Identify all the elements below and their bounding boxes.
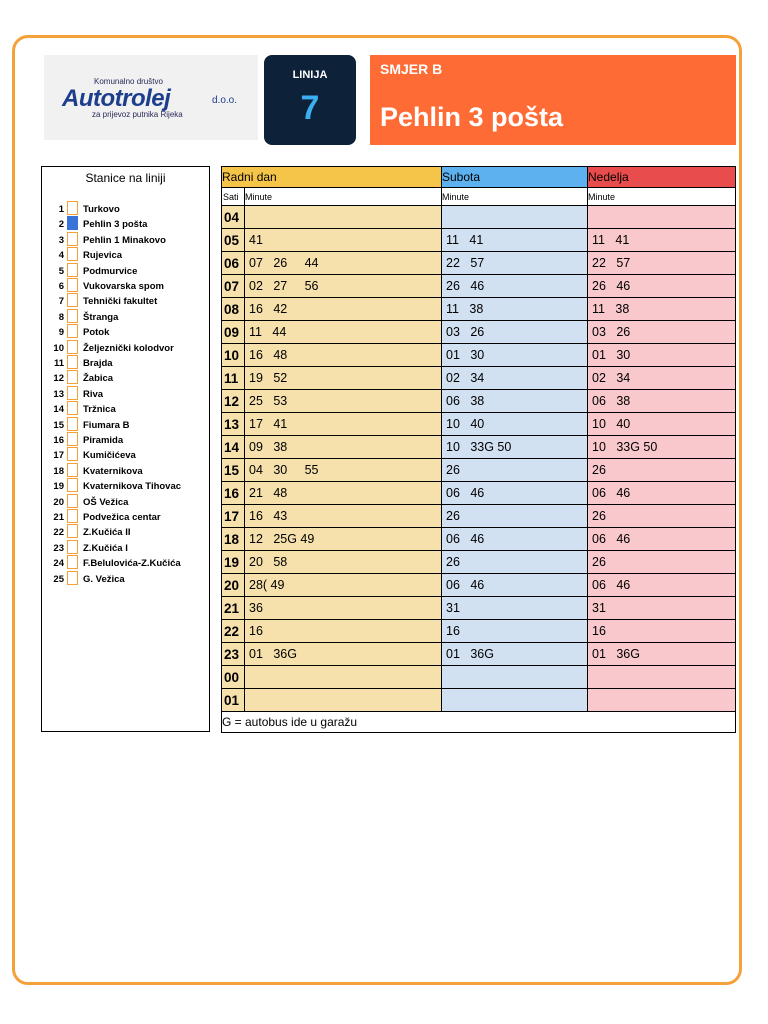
- timetable-row: [222, 298, 736, 321]
- weekday-minutes-cell: 04 30 55: [245, 459, 442, 482]
- station-item: [42, 571, 210, 586]
- sunday-minutes-cell: 10 33G 50: [588, 436, 736, 459]
- company-logo: [44, 55, 258, 140]
- station-number: 14: [53, 404, 64, 416]
- station-marker: [67, 509, 78, 523]
- weekday-minutes-cell: [245, 689, 442, 712]
- station-item: [42, 309, 210, 324]
- weekday-minutes-cell: 07 26 44: [245, 252, 442, 275]
- station-number: 2: [58, 219, 64, 231]
- sunday-header: Nedelja: [588, 167, 736, 188]
- saturday-minutes-cell: [442, 206, 588, 229]
- station-number: 25: [53, 573, 64, 585]
- station-number: 18: [53, 465, 64, 477]
- station-marker: [67, 386, 78, 400]
- station-marker: [67, 478, 78, 492]
- station-marker: [67, 540, 78, 554]
- station-number: 3: [58, 234, 64, 246]
- station-name: Tehnički fakultet: [83, 296, 158, 308]
- hour-cell: 01: [222, 689, 245, 712]
- sunday-minutes-cell: 01 36G: [588, 643, 736, 666]
- station-name: Pehlin 3 pošta: [83, 219, 148, 231]
- weekday-minutes-cell: 01 36G: [245, 643, 442, 666]
- station-name: Podmurvice: [83, 265, 138, 277]
- weekday-minutes-cell: 19 52: [245, 367, 442, 390]
- station-name: G. Vežica: [83, 573, 125, 585]
- weekday-minutes-cell: 20 58: [245, 551, 442, 574]
- station-item: [42, 540, 210, 555]
- station-marker: [67, 201, 78, 215]
- line-badge: [264, 55, 356, 145]
- direction-label: SMJER B: [380, 61, 443, 77]
- timetable-row: [222, 620, 736, 643]
- hour-cell: 08: [222, 298, 245, 321]
- saturday-minutes-cell: 10 40: [442, 413, 588, 436]
- hour-cell: 13: [222, 413, 245, 436]
- station-name: Fiumara B: [83, 419, 130, 431]
- sunday-minutes-cell: 26 46: [588, 275, 736, 298]
- sunday-minutes-cell: [588, 666, 736, 689]
- sunday-minutes-cell: 01 30: [588, 344, 736, 367]
- station-name: Riva: [83, 388, 104, 400]
- saturday-minutes-cell: 10 33G 50: [442, 436, 588, 459]
- logo-suffix: d.o.o.: [212, 95, 238, 106]
- station-name: Potok: [83, 327, 110, 339]
- saturday-minutes-cell: 03 26: [442, 321, 588, 344]
- sunday-minutes-cell: 03 26: [588, 321, 736, 344]
- saturday-minutes-cell: 11 41: [442, 229, 588, 252]
- sunday-minutes-cell: 10 40: [588, 413, 736, 436]
- station-name: OŠ Vežica: [83, 496, 129, 508]
- saturday-minutes-cell: 26: [442, 505, 588, 528]
- saturday-header: Subota: [442, 167, 588, 188]
- weekday-minutes-cell: 25 53: [245, 390, 442, 413]
- weekday-minutes-cell: 09 38: [245, 436, 442, 459]
- weekday-minutes-cell: 11 44: [245, 321, 442, 344]
- timetable-row: [222, 206, 736, 229]
- saturday-minutes-cell: [442, 666, 588, 689]
- station-marker: [67, 263, 78, 277]
- timetable-row: [222, 367, 736, 390]
- station-number: 10: [53, 342, 64, 354]
- station-marker: [67, 555, 78, 569]
- station-item: [42, 524, 210, 539]
- hour-cell: 09: [222, 321, 245, 344]
- station-marker: [67, 417, 78, 431]
- hour-cell: 00: [222, 666, 245, 689]
- station-number: 6: [58, 281, 64, 292]
- legend-row: [222, 712, 736, 733]
- hour-cell: 20: [222, 574, 245, 597]
- timetable-row: [222, 229, 736, 252]
- station-name: F.Belulovića-Z.Kučića: [83, 558, 181, 570]
- sunday-minutes-cell: 26: [588, 459, 736, 482]
- station-name: Kvaternikova: [83, 465, 143, 477]
- station-name: Z.Kučića II: [83, 527, 131, 539]
- logo-bottom-text: za prijevoz putnika Rijeka: [92, 110, 183, 119]
- station-number: 4: [58, 250, 64, 262]
- weekday-minutes-cell: 41: [245, 229, 442, 252]
- sunday-minutes-cell: 16: [588, 620, 736, 643]
- station-name: Brajda: [83, 358, 113, 369]
- station-item: [42, 494, 210, 509]
- station-item: [42, 463, 210, 478]
- station-number: 19: [53, 481, 64, 493]
- hour-cell: 07: [222, 275, 245, 298]
- station-marker: [67, 571, 78, 585]
- saturday-minutes-subheader: Minute: [442, 188, 588, 206]
- saturday-minutes-cell: 06 38: [442, 390, 588, 413]
- station-number: 21: [53, 512, 64, 523]
- station-item: [42, 278, 210, 293]
- logo-top-text: Komunalno društvo: [94, 77, 163, 86]
- timetable-row: [222, 390, 736, 413]
- weekday-minutes-cell: 12 25G 49: [245, 528, 442, 551]
- station-name: Vukovarska spom: [83, 281, 164, 292]
- timetable-row: [222, 321, 736, 344]
- weekday-minutes-cell: 16: [245, 620, 442, 643]
- hour-cell: 15: [222, 459, 245, 482]
- hour-cell: 04: [222, 206, 245, 229]
- station-name: Pehlin 1 Minakovo: [83, 234, 166, 246]
- station-number: 20: [53, 496, 64, 508]
- station-item: [42, 263, 210, 278]
- sunday-minutes-cell: 22 57: [588, 252, 736, 275]
- station-number: 23: [53, 542, 64, 554]
- saturday-minutes-cell: 06 46: [442, 482, 588, 505]
- weekday-minutes-cell: 02 27 56: [245, 275, 442, 298]
- timetable-row: [222, 413, 736, 436]
- sunday-minutes-cell: 06 38: [588, 390, 736, 413]
- station-number: 1: [58, 204, 64, 215]
- station-item: [42, 355, 210, 370]
- station-marker: [67, 447, 78, 461]
- direction-destination: Pehlin 3 pošta: [380, 102, 564, 132]
- station-number: 24: [53, 558, 64, 570]
- station-number: 9: [58, 327, 64, 339]
- hour-cell: 12: [222, 390, 245, 413]
- timetable-row: [222, 574, 736, 597]
- timetable-row: [222, 643, 736, 666]
- sunday-minutes-cell: 06 46: [588, 574, 736, 597]
- hour-subheader: Sati: [222, 188, 245, 206]
- saturday-minutes-cell: 06 46: [442, 528, 588, 551]
- station-number: 15: [53, 419, 64, 431]
- station-marker: [67, 494, 78, 508]
- timetable-row: [222, 597, 736, 620]
- sunday-minutes-cell: 26: [588, 505, 736, 528]
- hour-cell: 23: [222, 643, 245, 666]
- hour-cell: 14: [222, 436, 245, 459]
- weekday-minutes-cell: [245, 206, 442, 229]
- sunday-minutes-cell: 02 34: [588, 367, 736, 390]
- station-marker: [67, 293, 78, 307]
- timetable-subheader-row: [222, 188, 736, 206]
- weekday-header: Radni dan: [222, 167, 442, 188]
- weekday-minutes-cell: 36: [245, 597, 442, 620]
- station-number: 17: [53, 450, 64, 462]
- station-marker: [67, 216, 78, 230]
- station-item: [42, 293, 210, 308]
- timetable-row: [222, 275, 736, 298]
- weekday-minutes-cell: 28( 49: [245, 574, 442, 597]
- station-name: Rujevica: [83, 250, 123, 262]
- hour-cell: 21: [222, 597, 245, 620]
- station-number: 5: [58, 265, 64, 277]
- station-number: 22: [53, 527, 64, 539]
- timetable-row: [222, 252, 736, 275]
- legend-text: G = autobus ide u garažu: [222, 712, 736, 733]
- weekday-minutes-cell: 21 48: [245, 482, 442, 505]
- sunday-minutes-cell: [588, 689, 736, 712]
- timetable-row: [222, 505, 736, 528]
- saturday-minutes-cell: 26: [442, 551, 588, 574]
- station-item: [42, 417, 210, 432]
- station-number: 16: [53, 435, 64, 446]
- sunday-minutes-cell: 31: [588, 597, 736, 620]
- station-marker: [67, 232, 78, 246]
- hour-cell: 16: [222, 482, 245, 505]
- station-item: [42, 247, 210, 262]
- station-item: [42, 340, 210, 355]
- saturday-minutes-cell: 26 46: [442, 275, 588, 298]
- station-item: [42, 232, 210, 247]
- saturday-minutes-cell: 31: [442, 597, 588, 620]
- saturday-minutes-cell: 01 36G: [442, 643, 588, 666]
- station-item: [42, 370, 210, 385]
- timetable-row: [222, 436, 736, 459]
- stations-panel: [41, 166, 210, 732]
- station-marker: [67, 278, 78, 292]
- saturday-minutes-cell: 02 34: [442, 367, 588, 390]
- hour-cell: 18: [222, 528, 245, 551]
- saturday-minutes-cell: 11 38: [442, 298, 588, 321]
- station-name: Z.Kučića I: [83, 542, 128, 554]
- line-number: 7: [300, 89, 320, 127]
- timetable-header-row: [222, 167, 736, 188]
- hour-cell: 22: [222, 620, 245, 643]
- sunday-minutes-cell: 11 38: [588, 298, 736, 321]
- hour-cell: 17: [222, 505, 245, 528]
- timetable-row: [222, 551, 736, 574]
- sunday-minutes-cell: [588, 206, 736, 229]
- stations-title: Stanice na liniji: [85, 171, 166, 185]
- station-marker: [67, 355, 78, 369]
- station-item: [42, 478, 210, 493]
- hour-cell: 11: [222, 367, 245, 390]
- station-number: 8: [58, 311, 64, 323]
- saturday-minutes-cell: [442, 689, 588, 712]
- station-name: Štranga: [83, 311, 119, 323]
- weekday-minutes-cell: 16 48: [245, 344, 442, 367]
- station-item: [42, 386, 210, 401]
- sunday-minutes-subheader: Minute: [588, 188, 736, 206]
- station-name: Žabica: [83, 373, 114, 385]
- station-marker: [67, 524, 78, 538]
- station-name: Željeznički kolodvor: [83, 342, 174, 354]
- station-marker: [67, 370, 78, 384]
- station-name: Piramida: [83, 435, 124, 446]
- station-name: Kvaternikova Tihovac: [83, 481, 182, 493]
- sunday-minutes-cell: 06 46: [588, 528, 736, 551]
- timetable: [221, 166, 736, 733]
- saturday-minutes-cell: 16: [442, 620, 588, 643]
- station-marker: [67, 324, 78, 338]
- hour-cell: 10: [222, 344, 245, 367]
- timetable-row: [222, 689, 736, 712]
- timetable-row: [222, 666, 736, 689]
- timetable-row: [222, 459, 736, 482]
- station-marker: [67, 463, 78, 477]
- station-name: Tržnica: [83, 404, 116, 416]
- station-marker: [67, 432, 78, 446]
- sunday-minutes-cell: 11 41: [588, 229, 736, 252]
- station-name: Turkovo: [83, 204, 120, 215]
- timetable-row: [222, 344, 736, 367]
- weekday-minutes-cell: 16 42: [245, 298, 442, 321]
- hour-cell: 06: [222, 252, 245, 275]
- station-marker: [67, 340, 78, 354]
- weekday-minutes-cell: [245, 666, 442, 689]
- hour-cell: 19: [222, 551, 245, 574]
- weekday-minutes-cell: 17 41: [245, 413, 442, 436]
- station-number: 11: [53, 358, 64, 369]
- timetable-row: [222, 528, 736, 551]
- weekday-minutes-subheader: Minute: [245, 188, 442, 206]
- station-item: [42, 216, 210, 231]
- station-item: [42, 509, 210, 524]
- sunday-minutes-cell: 26: [588, 551, 736, 574]
- station-item: [42, 555, 210, 570]
- saturday-minutes-cell: 01 30: [442, 344, 588, 367]
- station-item: [42, 447, 210, 462]
- saturday-minutes-cell: 06 46: [442, 574, 588, 597]
- saturday-minutes-cell: 22 57: [442, 252, 588, 275]
- timetable-row: [222, 482, 736, 505]
- station-number: 13: [53, 388, 64, 400]
- sunday-minutes-cell: 06 46: [588, 482, 736, 505]
- station-marker: [67, 401, 78, 415]
- station-item: [42, 201, 210, 216]
- station-item: [42, 432, 210, 447]
- station-item: [42, 401, 210, 416]
- station-item: [42, 324, 210, 339]
- station-number: 7: [58, 296, 64, 308]
- weekday-minutes-cell: 16 43: [245, 505, 442, 528]
- logo-wordmark: Autotrolej: [62, 85, 171, 112]
- hour-cell: 05: [222, 229, 245, 252]
- direction-banner: [370, 55, 736, 145]
- station-name: Podvežica centar: [83, 512, 161, 523]
- station-marker: [67, 247, 78, 261]
- station-name: Kumičićeva: [83, 450, 136, 462]
- station-number: 12: [53, 373, 64, 385]
- line-label: LINIJA: [292, 69, 328, 81]
- station-marker: [67, 309, 78, 323]
- saturday-minutes-cell: 26: [442, 459, 588, 482]
